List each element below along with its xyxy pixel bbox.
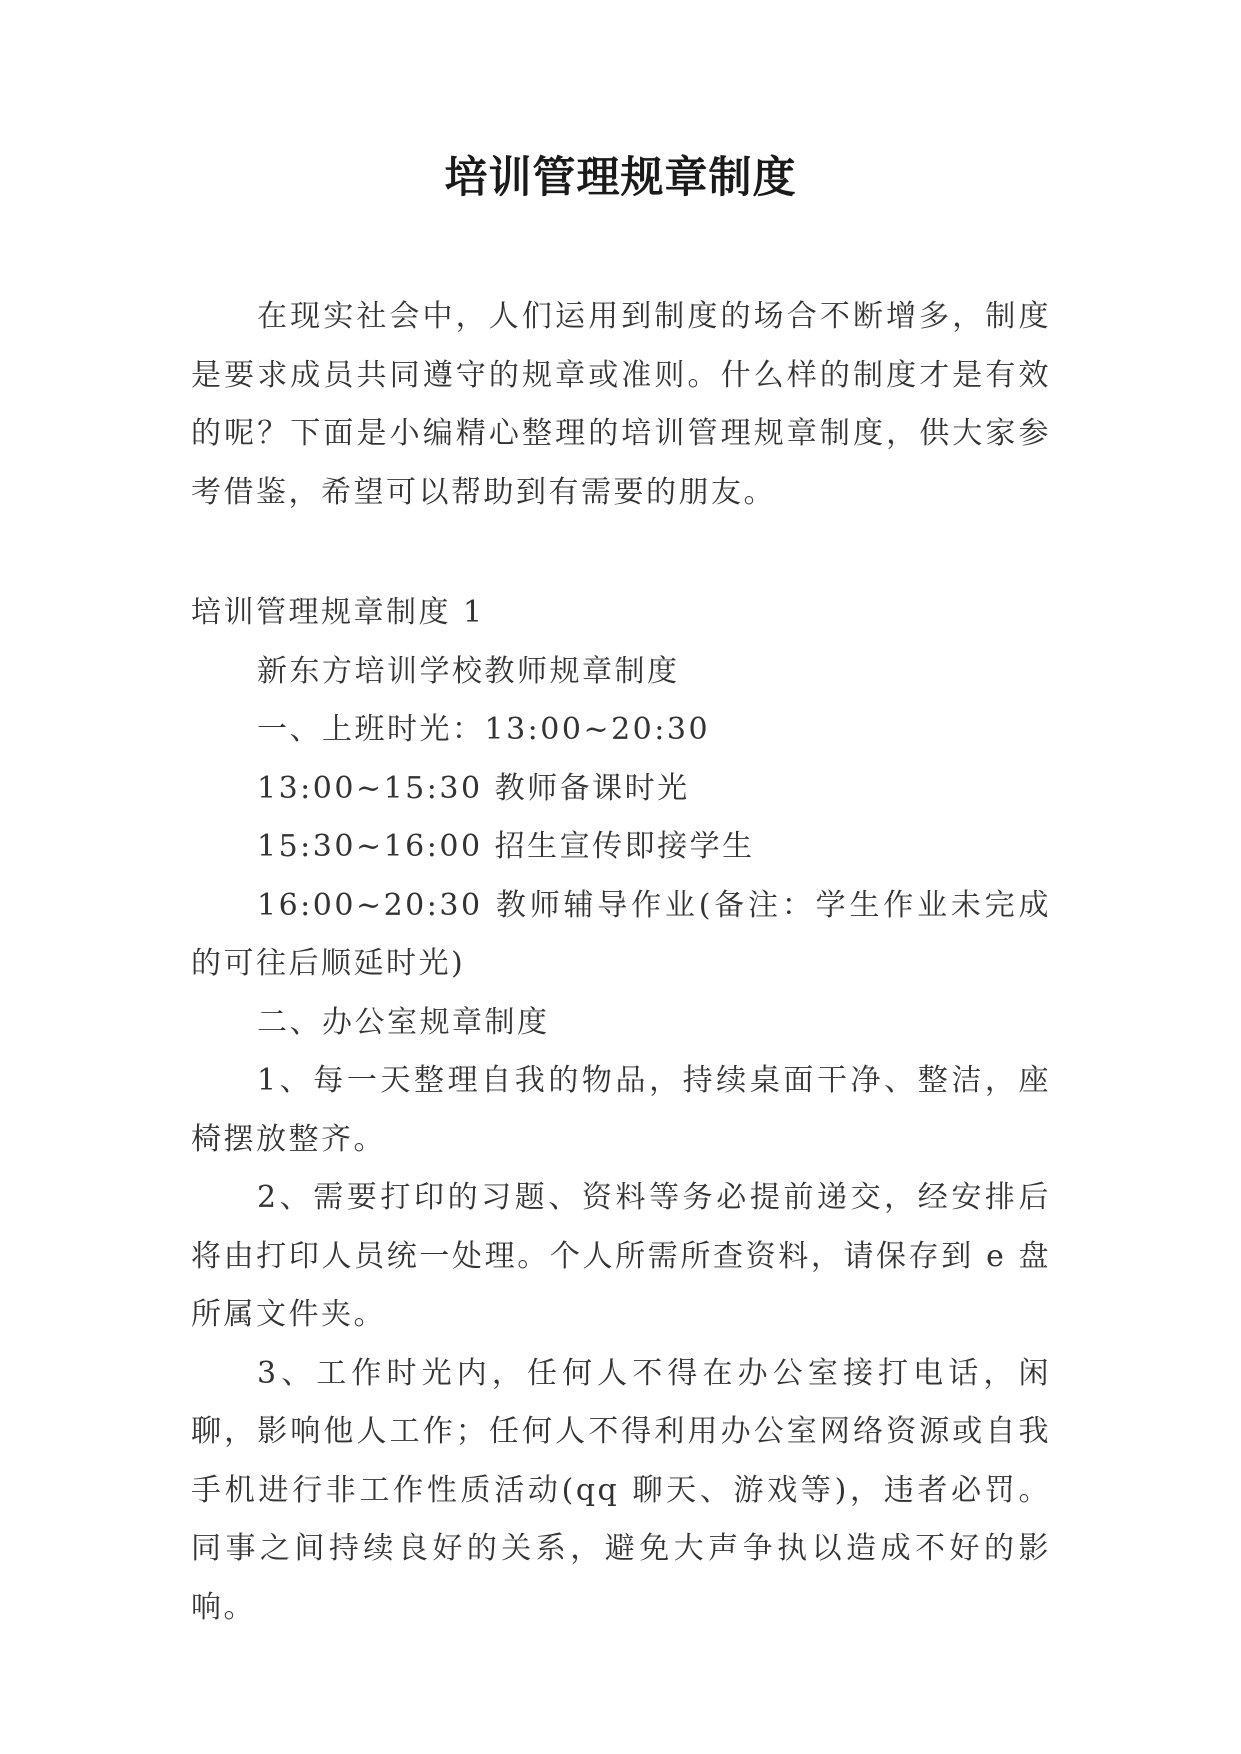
- document-title: 培训管理规章制度: [444, 153, 797, 203]
- paragraph-schedule-enrollment: 15:30~16:00 招生宣传即接学生: [257, 829, 755, 864]
- paragraph-rule-3: 3、工作时光内，任何人不得在办公室接打电话，闲聊，影响他人工作；任何人不得利用办公室网络资源或自我手机进行非工作性质活动(qq 聊天、游戏等)，违者必罚。同事之间持续良好的关系，避免大声争执以造成不好的影响。: [191, 1355, 1051, 1625]
- intro-paragraph: 在现实社会中，人们运用到制度的场合不断增多，制度是要求成员共同遵守的规章或准则。什么样的制度才是有效的呢？下面是小编精心整理的培训管理规章制度，供大家参考借鉴，希望可以帮助到有需要的朋友。: [191, 299, 1051, 510]
- paragraph-rule-1: 1、每一天整理自我的物品，持续桌面干净、整洁，座椅摆放整齐。: [191, 1063, 1051, 1157]
- paragraph-rule-2: 2、需要打印的习题、资料等务必提前递交，经安排后将由打印人员统一处理。个人所需所查资料，请保存到 e 盘所属文件夹。: [191, 1180, 1051, 1332]
- document-body: [191, 288, 1051, 1637]
- paragraph-school-rules-title: 新东方培训学校教师规章制度: [257, 653, 680, 689]
- paragraph-work-hours: 一、上班时光：13:00~20:30: [257, 712, 711, 747]
- section-heading: 培训管理规章制度 1: [191, 595, 485, 630]
- paragraph-schedule-tutoring: 16:00~20:30 教师辅导作业(备注：学生作业未完成的可往后顺延时光): [191, 887, 1051, 981]
- paragraph-office-rules-title: 二、办公室规章制度: [257, 1004, 550, 1040]
- paragraph-schedule-prep: 13:00~15:30 教师备课时光: [257, 770, 690, 806]
